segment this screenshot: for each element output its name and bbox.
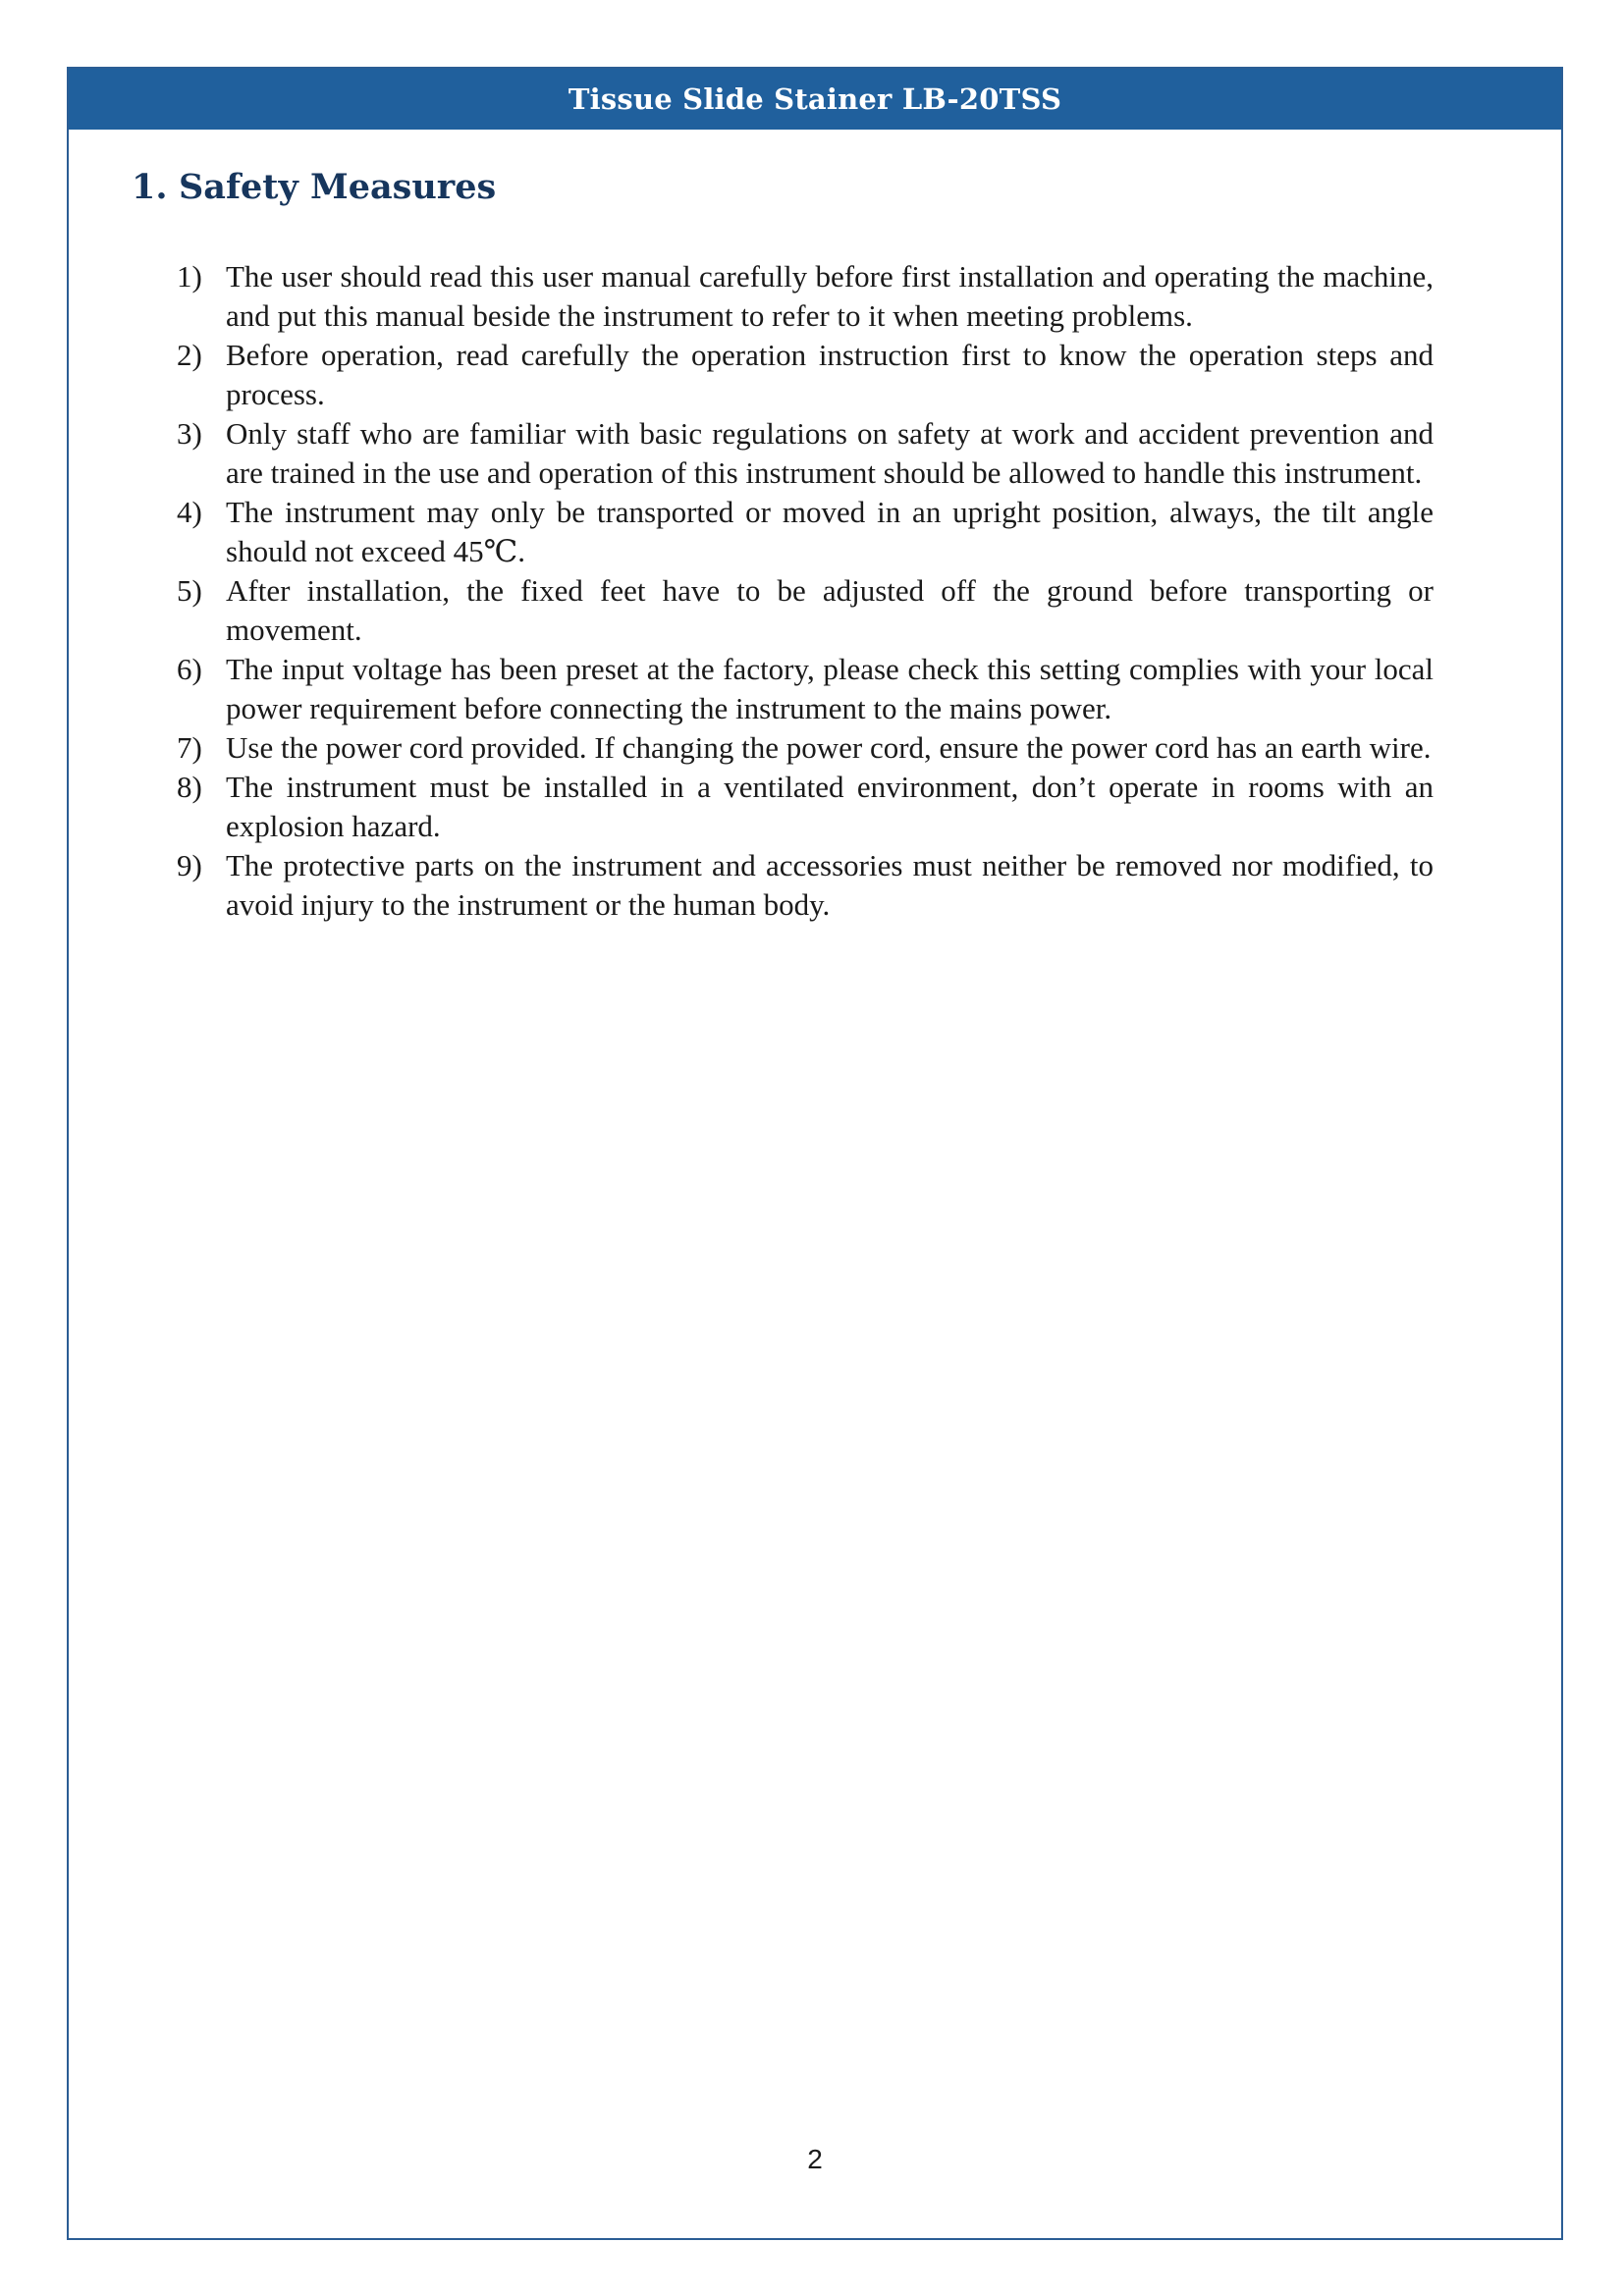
item-text: The user should read this user manual carefully before first installation and operating the machine, and put this manual beside the instrument to refer to it when meeting problems. [226,259,1434,333]
item-text: Only staff who are familiar with basic regulations on safety at work and accident prevention and are trained in the use and operation of this instrument should be allowed to handle this instrument. [226,416,1434,490]
item-text: The protective parts on the instrument and accessories must neither be removed nor modified, to avoid injury to the instrument or the human body. [226,848,1434,922]
section-heading [132,167,496,207]
list-item [177,414,1434,493]
item-text: Use the power cord provided. If changing the power cord, ensure the power cord has an earth wire. [226,730,1432,765]
header-bar [69,69,1561,130]
item-number: 2) [177,338,202,372]
list-item [177,768,1434,846]
item-number: 5) [177,573,202,608]
section-number: 1. [132,167,168,207]
document-title: Tissue Slide Stainer LB-20TSS [568,82,1062,116]
list-item [177,493,1434,571]
item-text: The instrument must be installed in a ventilated environment, don’t operate in rooms with an explosion hazard. [226,770,1434,843]
item-number: 6) [177,652,202,686]
item-number: 1) [177,259,202,294]
safety-measures-list [177,257,1434,925]
item-text: The instrument may only be transported or moved in an upright position, always, the tilt angle should not exceed 45℃. [226,495,1434,568]
item-text: After installation, the fixed feet have to be adjusted off the ground before transporting or movement. [226,573,1434,647]
list-item [177,728,1434,768]
item-text: Before operation, read carefully the operation instruction first to know the operation steps and process. [226,338,1434,411]
list-item [177,846,1434,925]
item-number: 3) [177,416,202,451]
list-item [177,257,1434,336]
list-item [177,650,1434,728]
list-item [177,336,1434,414]
item-number: 9) [177,848,202,882]
section-title: Safety Measures [179,167,497,207]
page-number: 2 [807,2144,823,2174]
item-number: 7) [177,730,202,765]
item-text: The input voltage has been preset at the factory, please check this setting complies with your local power requirement before connecting the instrument to the mains power. [226,652,1434,725]
list-item [177,571,1434,650]
item-number: 4) [177,495,202,529]
item-number: 8) [177,770,202,804]
